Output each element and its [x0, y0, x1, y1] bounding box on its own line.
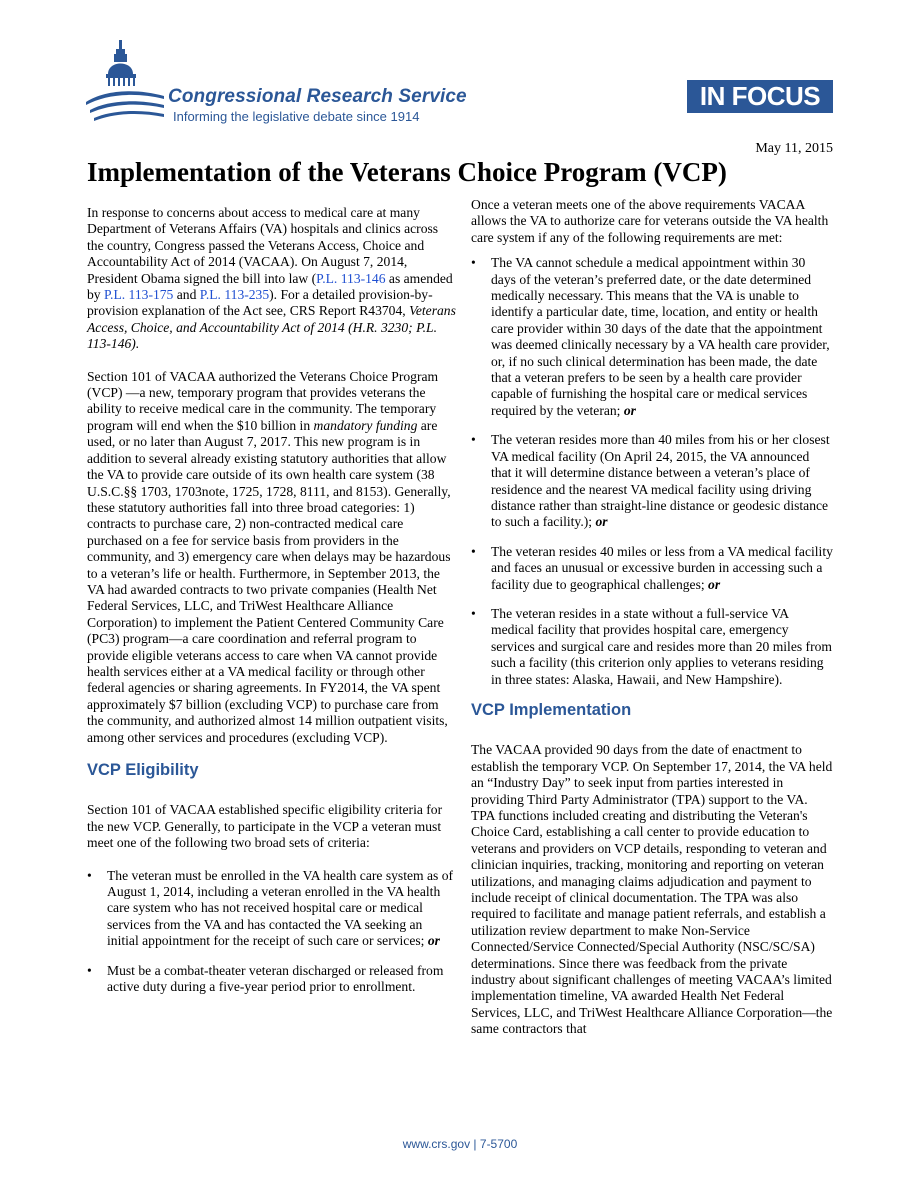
footer	[0, 1137, 920, 1151]
list-item	[471, 606, 833, 688]
requirements-intro-paragraph: Once a veteran meets one of the above requirements VACAA allows the VA to authorize care for veterans outside the VA health care system if any of the following requirements are met:	[471, 197, 829, 245]
org-tagline: Informing the legislative debate since 1914	[173, 109, 420, 124]
intro-text-3: and	[173, 287, 200, 303]
list-item-text: The veteran resides more than 40 miles from his or her closest VA medical facility (On April 24, 2015, the VA announced that it will determine distance between a veteran’s place of residence and the nearest VA medical facility using driving distance rather than straight-line distance or geodesic distance to such a facility.);	[491, 432, 830, 530]
intro-text-2: as amended by	[87, 270, 453, 303]
bullet-icon: •	[471, 543, 476, 559]
list-item	[471, 544, 833, 593]
implementation-heading: VCP Implementation	[471, 700, 632, 719]
section-101-paragraph	[87, 369, 457, 746]
in-focus-badge: IN FOCUS	[687, 80, 833, 113]
page-title: Implementation of the Veterans Choice Program (VCP)	[87, 157, 727, 187]
eligibility-list	[87, 868, 457, 996]
list-item	[471, 432, 833, 530]
or-text: or	[623, 402, 636, 418]
list-item-text: The VA cannot schedule a medical appointment within 30 days of the veteran’s preferred date, or the date determined medically necessary. This means that the VA is unable to identify a particular date, time, location, and entity or health care provider within 30 days of the date that the appointment was deemed clinically necessary by a VA health care provider, or, if no such clinical determination has been made, the date that a veteran prefers to be seen by a health care provider capable of furnishing the hospital care or medical services required by the veteran;	[491, 255, 830, 418]
pl-113-146-link[interactable]: P.L. 113-146	[316, 270, 386, 286]
section-101-text-1: Section 101 of VACAA authorized the Veterans Choice Program (VCP) —a new, temporary program that provides veterans the ability to receive medical care in the community. The temporary program will end when the $10 billion in	[87, 368, 439, 433]
eligibility-paragraph: Section 101 of VACAA established specific eligibility criteria for the new VCP. Generally, to participate in the VCP a veteran must meet one of the following two broad sets of criteria:	[87, 802, 443, 851]
intro-text-4: ). For a detailed provision-by-provision explanation of the Act see, CRS Report R43704,	[87, 287, 433, 319]
footer-separator: |	[470, 1137, 480, 1151]
or-text: or	[427, 933, 440, 949]
list-item	[471, 255, 833, 419]
list-item-text: The veteran resides in a state without a full-service VA medical facility that provides hospital care, emergency services and surgical care and resides more than 20 miles from such a facility (this criterion only applies to veterans residing in three states: Alaska, Hawaii, and New Hampshire).	[491, 605, 832, 687]
pl-113-175-link[interactable]: P.L. 113-175	[104, 287, 174, 303]
intro-paragraph	[87, 205, 457, 353]
list-item-text: The veteran must be enrolled in the VA health care system as of August 1, 2014, including a veteran enrolled in the VA health care system who has not received hospital care or medical services from the VA and has contacted the VA seeking an initial appointment for the receipt of such care or services;	[107, 867, 454, 949]
right-column	[471, 197, 833, 1054]
bullet-icon: •	[471, 255, 476, 271]
publication-date: May 11, 2015	[755, 141, 833, 156]
list-item-text: Must be a combat-theater veteran discharged or released from active duty during a five-year period prior to enrollment.	[107, 962, 444, 995]
or-text: or	[708, 576, 721, 592]
capitol-dome-logo-icon	[84, 40, 166, 128]
bullet-icon: •	[471, 432, 476, 448]
pl-113-235-link[interactable]: P.L. 113-235	[199, 287, 270, 303]
list-item	[87, 963, 457, 996]
crs-report-title: Veterans Access, Choice, and Accountability Act of 2014 (H.R. 3230; P.L. 113-146).	[87, 303, 456, 352]
or-text: or	[595, 514, 608, 530]
eligibility-heading: VCP Eligibility	[87, 761, 199, 779]
mandatory-funding-text: mandatory funding	[313, 417, 418, 433]
list-item-text: The veteran resides 40 miles or less from a VA medical facility and faces an unusual or excessive burden in accessing such a facility due to geographical challenges;	[491, 543, 833, 592]
section-101-text-2: are used, or no later than August 7, 2017. This new program is in addition to several already existing statutory authorities that allow the VA to provide care outside of its own health care system (38 U.S.C.§§ 1703, 1703note, 1725, 1728, 8111, and 8153). Generally, these statutory authorities fall into three broad categories: 1) contracts to purchase care, 2) non-contracted medical care purchased on a fee for service basis from providers in the community, and 3) emergency care when delays may be hazardous to a veteran’s life or health. Furthermore, in September 2013, the VA had awarded contracts to two private companies (Health Net Federal Services, LLC, and TriWest Healthcare Alliance Corporation) to implement the Patient Centered Community Care (PC3) program—a care coordination and referral program to provide eligible veterans access to care when VA cannot provide health services either at a VA medical facility or through other federal agencies or sharing agreements. In FY2014, the VA spent approximately $7 billion (excluding VCP) to purchase care from the community, and authorized almost 14 million outpatient visits, among other services and procedures (excluding VCP).	[87, 417, 451, 745]
bullet-icon: •	[87, 962, 92, 978]
left-column	[87, 205, 457, 1008]
bullet-icon: •	[87, 867, 92, 883]
header	[0, 0, 920, 140]
implementation-paragraph: The VACAA provided 90 days from the date of enactment to establish the temporary VCP. On September 17, 2014, the VA held an “Industry Day” to seek input from parties interested in providing Third Party Administrator (TPA) support to the VA. TPA functions included creating and distributing the Veteran's Choice Card, establishing a call center to provide education to veterans and providers on VCP details, responding to veteran and clinician inquiries, tracking, monitoring and reporting on veteran utilizations, and managing claims adjudication and payment to include receipt of clinical documentation. The TPA was also required to facilitate and manage patient referrals, and establish a utilization review department to make Non-Service Connected/Service Connected/Special Authority (NSC/SC/SA) determinations. Since there was feedback from the private industry about significant challenges of meeting VACAA’s limited implementation timeline, VA awarded Health Net Federal Services, LLC, and TriWest Healthcare Alliance Corporation—the same contractors that	[471, 742, 833, 1037]
crs-url-link[interactable]: www.crs.gov	[402, 1137, 471, 1151]
list-item	[87, 868, 457, 950]
bullet-icon: •	[471, 605, 476, 621]
product-code: 7-5700	[479, 1137, 518, 1151]
org-name: Congressional Research Service	[168, 86, 467, 107]
intro-text-1: In response to concerns about access to medical care at many Department of Veterans Affairs (VA) hospitals and clinics across the country, Congress passed the Veterans Access, Choice and Accountability Act of 2014 (VACAA). On August 7, 2014, President Obama signed the bill into law (	[87, 205, 439, 286]
requirements-list	[471, 255, 833, 688]
